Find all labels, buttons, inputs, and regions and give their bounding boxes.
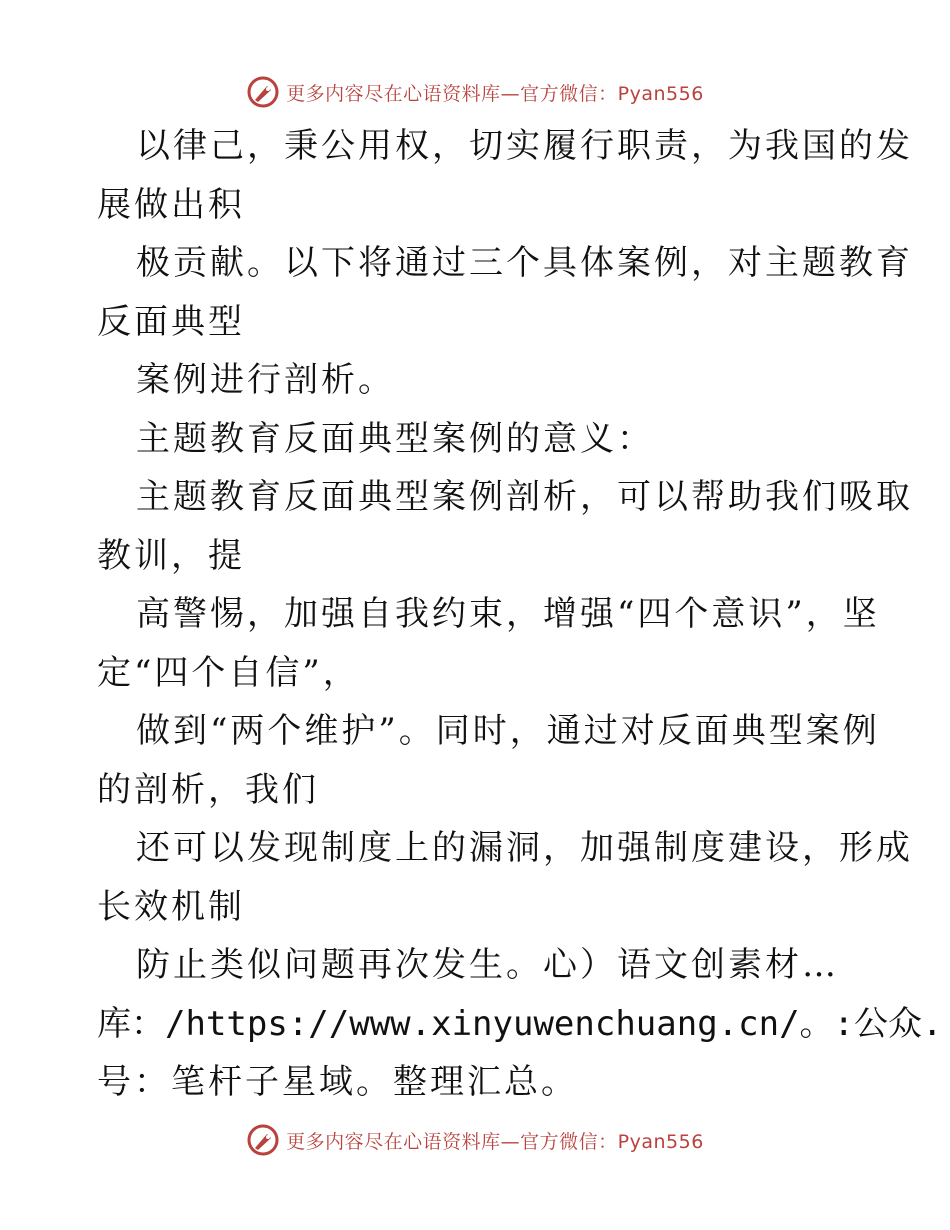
paragraph-line: 做到“两个维护”。同时，通过对反面典型案例 [136,711,880,751]
pen-nib-logo-icon [246,1123,280,1157]
footer-watermark [0,1120,950,1160]
paragraph-line: 主题教育反面典型案例剖析，可以帮助我们吸取 [136,477,913,517]
paragraph-line: 展做出积 [97,185,245,225]
paragraph-line: 防止类似问题再次发生。心）语文创素材… [136,945,839,985]
paragraph-line: 案例进行剖析。 [136,360,395,400]
watermark-text: 更多内容尽在心语资料库—官方微信：Pyan556 [286,82,704,105]
paragraph-line: 以律己，秉公用权，切实履行职责，为我国的发 [136,126,913,166]
paragraph-line: 长效机制 [97,887,245,927]
paragraph-line: 还可以发现制度上的漏洞，加强制度建设，形成 [136,828,913,868]
pen-nib-logo-icon [246,75,280,109]
paragraph-line: 的剖析，我们 [97,770,319,810]
paragraph-line: 定“四个自信”， [97,653,360,693]
paragraph-line: 高警惕，加强自我约束，增强“四个意识”，坚 [136,594,880,634]
source-url-line: 库：/https://www.xinyuwenchuang.cn/。:公众. [97,1004,943,1044]
watermark-text: 更多内容尽在心语资料库—官方微信：Pyan556 [286,1130,704,1153]
paragraph-line: 反面典型 [97,302,245,342]
paragraph-line: 号：笔杆子星域。整理汇总。 [97,1062,578,1102]
section-heading: 主题教育反面典型案例的意义： [136,419,654,459]
header-watermark [0,72,950,112]
paragraph-line: 极贡献。以下将通过三个具体案例，对主题教育 [136,243,913,283]
paragraph-line: 教训，提 [97,536,245,576]
